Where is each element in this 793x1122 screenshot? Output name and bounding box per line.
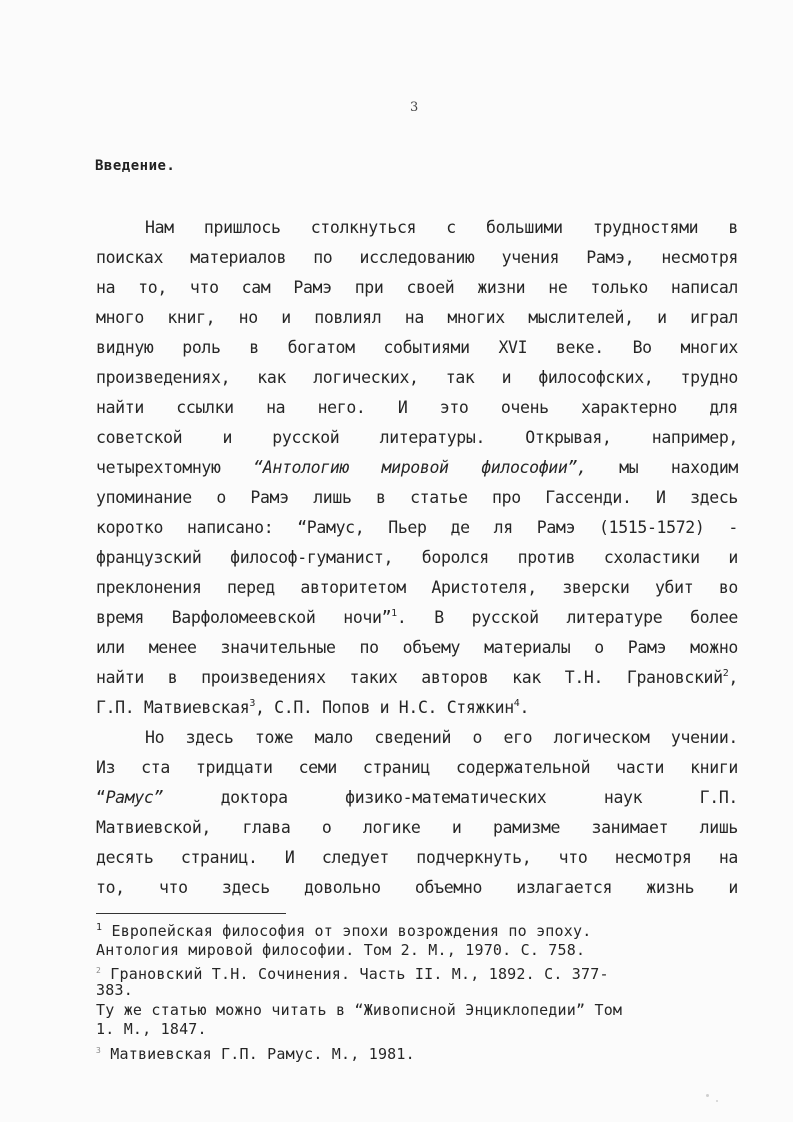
footnote-ref: 3 (249, 698, 256, 709)
text-run: мы находим (586, 458, 738, 477)
text-line (96, 788, 738, 808)
text-line: на то, что сам Рамэ при своей жизни не только написал (96, 278, 738, 297)
footnote-line: Ту же статью можно читать в “Живописной Энциклопедии” Том (96, 1001, 623, 1019)
text-line: Но здесь тоже мало сведений о его логическом учении. (145, 728, 738, 747)
section-heading: Введение. (95, 158, 176, 174)
footnote-line: 383. (96, 981, 133, 999)
footnote-marker: 3 (96, 1046, 102, 1055)
text-line: Матвиевской, глава о логике и рамизме занимает лишь (96, 818, 738, 837)
text-run: , (728, 668, 738, 687)
footnote-ref: 1 (391, 608, 397, 619)
text-line: или менее значительные по объему материалы о Рамэ можно (96, 638, 738, 657)
text-line: французский философ-гуманист, боролся против схоластики и (96, 548, 738, 567)
footnote-marker: 1 (96, 922, 103, 933)
text-line: то, что здесь довольно объемно излагается жизнь и (96, 878, 738, 897)
footnote-line: 1. М., 1847. (96, 1020, 207, 1038)
text-run: . В русской литературе более (396, 608, 738, 627)
text-line: много книг, но и повлиял на многих мыслителей, и играл (96, 308, 738, 327)
text-run: Европейская философия от эпохи возрождения по эпоху. (102, 922, 592, 940)
text-run: доктора физико-математических наук Г.П. (163, 788, 738, 807)
text-run: четырехтомную (96, 458, 254, 477)
text-line (96, 668, 738, 688)
text-run: время Варфоломеевской ночи” (96, 608, 392, 627)
footnote-ref: 4 (513, 698, 520, 709)
text-run: Матвиевская Г.П. Рамус. М., 1981. (101, 1045, 415, 1063)
text-run: , С.П. Попов и Н.С. Стяжкин (255, 698, 514, 717)
text-line (96, 698, 738, 718)
footnote-ref: 2 (722, 668, 729, 679)
scan-speck (706, 1094, 709, 1097)
text-line (96, 608, 738, 628)
text-line: преклонения перед авторитетом Аристотеля, зверски убит во (96, 578, 738, 597)
text-line: произведениях, как логических, так и философских, трудно (96, 368, 738, 387)
text-run: найти в произведениях таких авторов как Т.Н. Грановский (96, 668, 723, 687)
footnote-marker: 2 (96, 966, 102, 975)
italic-title: Рамус” (105, 788, 164, 807)
text-run: “ (96, 788, 106, 807)
text-line: коротко написано: “Рамус, Пьер де ля Рамэ (1515-1572) - (96, 518, 738, 537)
page-number: 3 (410, 100, 419, 115)
text-line: советской и русской литературы. Открывая, например, (96, 428, 738, 447)
scan-speck (716, 1100, 718, 1102)
italic-title: “Антологию мировой философии”, (253, 458, 587, 477)
text-line: Из ста тридцати семи страниц содержательной части книги (96, 758, 738, 777)
footnote-line (96, 922, 741, 940)
text-run: Г.П. Матвиевская (96, 698, 250, 717)
text-run: Грановский Т.Н. Сочинения. Часть II. М., 1892. С. 377- (101, 965, 609, 983)
text-run: . (519, 698, 530, 717)
footnote-line (96, 1042, 741, 1063)
text-line (96, 458, 738, 478)
text-line: видную роль в богатом событиями XVI веке. Во многих (96, 338, 738, 357)
footnote-divider (96, 913, 286, 914)
footnote-line (96, 962, 741, 983)
text-line: найти ссылки на него. И это очень характерно для (96, 398, 738, 417)
text-line: десять страниц. И следует подчеркнуть, что несмотря на (96, 848, 738, 867)
text-line: поисках материалов по исследованию учения Рамэ, несмотря (96, 248, 738, 267)
footnote-line: Антология мировой философии. Том 2. М., 1970. С. 758. (96, 941, 586, 959)
text-line: Нам пришлось столкнуться с большими трудностями в (145, 218, 738, 237)
text-line: упоминание о Рамэ лишь в статье про Гассенди. И здесь (96, 488, 738, 507)
